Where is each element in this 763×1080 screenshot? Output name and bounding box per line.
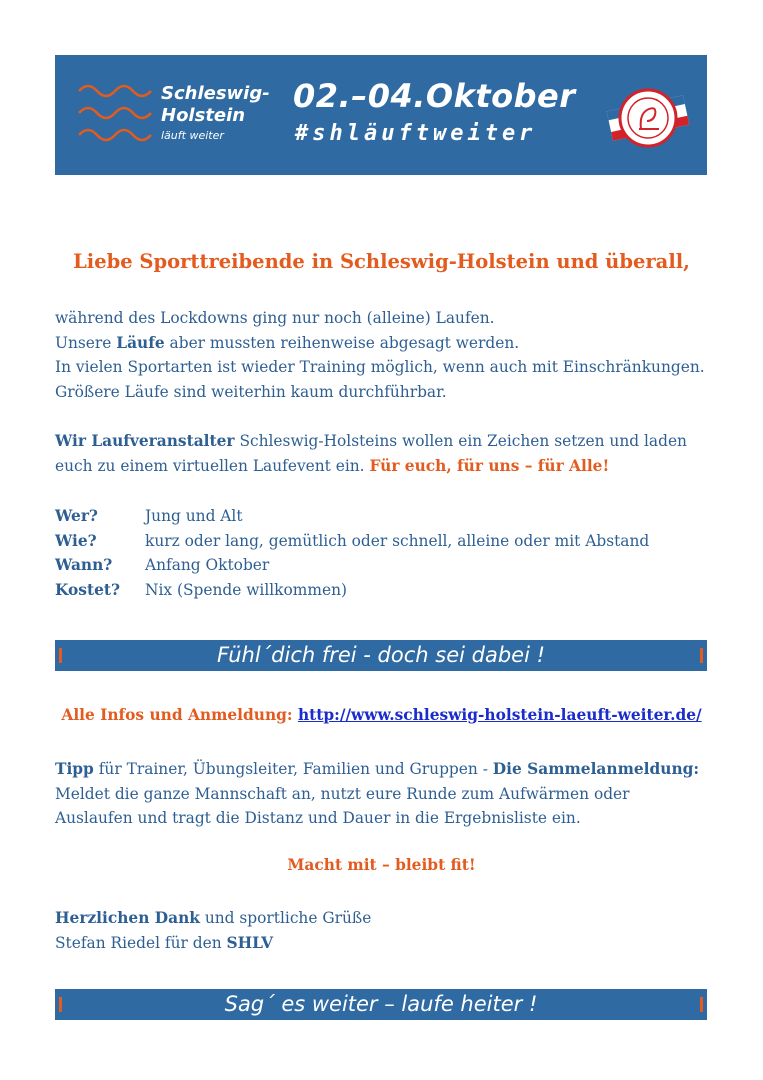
macht-mit-text: Macht mit – bleibt fit! [287,856,476,874]
slogan-bar-1 [55,640,707,671]
bar-accent-right [700,648,703,663]
event-line: Wir Laufveranstalter Schleswig-Holsteins wollen ein Zeichen setzen und laden [55,432,687,450]
info-row: Wie? kurz oder lang, gemütlich oder schnell, alleine oder mit Abstand [55,531,650,550]
slogan-text: Sag´ es weiter – laufe heiter ! [224,992,538,1016]
slogan-bar-2 [55,989,707,1020]
bar-accent-left [59,997,62,1012]
slogan-text: Fühl´dich frei - doch sei dabei ! [216,643,546,667]
header-banner [55,55,707,175]
info-row: Kostet? Nix (Spende willkommen) [55,580,347,599]
shlv-emblem-icon [603,73,693,163]
info-row: Wann? Anfang Oktober [55,556,270,574]
registration-info [0,706,763,724]
intro-line: Unsere Läufe aber mussten reihenweise abgesagt werden. [55,333,520,352]
registration-label: Alle Infos und Anmeldung: [61,706,298,724]
closing-line: Stefan Riedel für den SHLV [55,933,274,952]
event-hashtag: #shläuftweiter [295,121,537,146]
info-row: Wer? Jung und Alt [55,507,243,525]
intro-line: während des Lockdowns ging nur noch (alleine) Laufen. [55,309,495,327]
tipp-line: Auslaufen und tragt die Distanz und Dauer in die Ergebnisliste ein. [55,809,581,827]
wave-logo-icon [77,77,155,149]
brand-text [161,83,270,142]
event-paragraph [55,429,715,478]
registration-link[interactable]: http://www.schleswig-holstein-laeuft-weiter.de/ [297,706,702,724]
tipp-paragraph [55,757,715,831]
brand-line-1: Schleswig- [161,83,270,104]
info-table [55,504,649,602]
event-dates: 02.–04.Oktober [293,77,576,115]
closing-line: Herzlichen Dank und sportliche Grüße [55,909,372,927]
bar-accent-left [59,648,62,663]
brand-line-2: Holstein [161,105,246,126]
brand-line-3: läuft weiter [161,129,224,142]
tipp-line: Tipp für Trainer, Übungsleiter, Familien und Gruppen - Die Sammelanmeldung: [55,760,700,778]
closing-paragraph [55,906,715,955]
greeting-heading: Liebe Sporttreibende in Schleswig-Holstein und überall, [73,250,690,273]
intro-line: Größere Läufe sind weiterhin kaum durchführbar. [55,382,447,401]
bar-accent-right [700,997,703,1012]
event-line: euch zu einem virtuellen Laufevent ein. Für euch, für uns – für Alle! [55,456,610,475]
intro-paragraph [55,306,715,404]
intro-line: In vielen Sportarten ist wieder Training möglich, wenn auch mit Einschränkungen. [55,358,705,376]
tipp-line: Meldet die ganze Mannschaft an, nutzt eure Runde zum Aufwärmen oder [55,784,630,803]
